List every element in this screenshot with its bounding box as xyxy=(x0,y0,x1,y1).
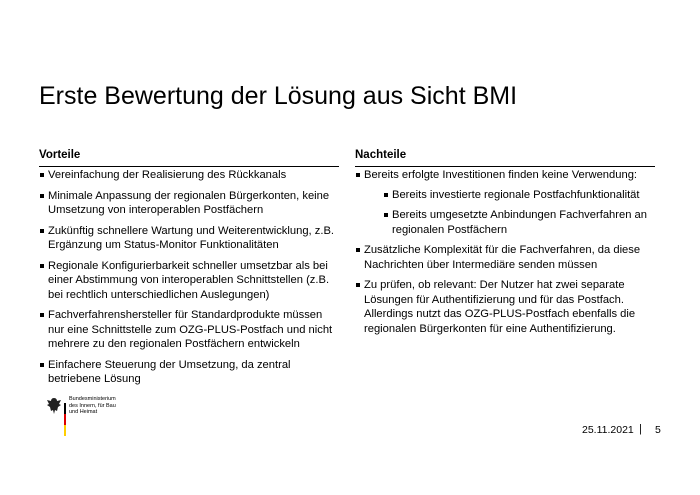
nachteile-heading: Nachteile xyxy=(355,145,655,167)
list-item: Zu prüfen, ob relevant: Der Nutzer hat zwei separate Lösungen für Authentifizierung und für das Postfach. Allerdings nutzt das OZG-PLUS-Postfach ebenfalls die regionalen Bürgerkonten für eine Authentifizierung. xyxy=(355,278,655,336)
list-item: Einfachere Steuerung der Umsetzung, da zentral betriebene Lösung xyxy=(39,358,339,387)
slide-title: Erste Bewertung der Lösung aus Sicht BMI xyxy=(39,82,518,110)
logo-line: und Heimat xyxy=(69,409,98,416)
list-item: Fachverfahrenshersteller für Standardprodukte müssen nur eine Schnittstelle zum OZG-PLUS-Postfach und nicht mehrere zu den regionalen Postfächern entwickeln xyxy=(39,308,339,352)
sub-list xyxy=(364,188,655,238)
vorteile-heading: Vorteile xyxy=(39,145,339,167)
list-item: Zukünftig schnellere Wartung und Weiterentwicklung, z.B. Ergänzung um Status-Monitor Funktionalitäten xyxy=(39,224,339,253)
bmi-logo xyxy=(44,396,134,436)
logo-text xyxy=(69,396,116,416)
list-item: Zusätzliche Komplexität für die Fachverfahren, da diese Nachrichten über Intermediäre senden müssen xyxy=(355,243,655,272)
nachteile-column xyxy=(355,145,655,336)
vorteile-list xyxy=(39,168,339,387)
nachteile-list xyxy=(355,168,655,336)
list-item-text: Bereits erfolgte Investitionen finden keine Verwendung: xyxy=(364,169,638,181)
sub-list-item: Bereits umgesetzte Anbindungen Fachverfahren an regionalen Postfächern xyxy=(383,208,655,237)
eagle-icon xyxy=(44,396,64,416)
list-item: Regionale Konfigurierbarkeit schneller umsetzbar als bei einer Abstimmung von interoperablen Schnittstellen (z.B. bei rechtlich unterschiedlichen Auslegungen) xyxy=(39,259,339,303)
page-number: 5 xyxy=(655,424,661,436)
flag-stripe-icon xyxy=(64,403,66,436)
logo-line: Bundesministerium xyxy=(69,396,116,402)
sub-list-item: Bereits investierte regionale Postfachfunktionalität xyxy=(383,188,655,203)
vorteile-column xyxy=(39,145,339,387)
footer-date: 25.11.2021 xyxy=(582,424,634,436)
list-item xyxy=(355,168,655,237)
list-item: Minimale Anpassung der regionalen Bürgerkonten, keine Umsetzung von interoperablen Postfächern xyxy=(39,189,339,218)
logo-line: des Innern, für Bau xyxy=(69,402,116,409)
footer-separator: | xyxy=(639,423,642,435)
list-item: Vereinfachung der Realisierung des Rückkanals xyxy=(39,168,339,183)
